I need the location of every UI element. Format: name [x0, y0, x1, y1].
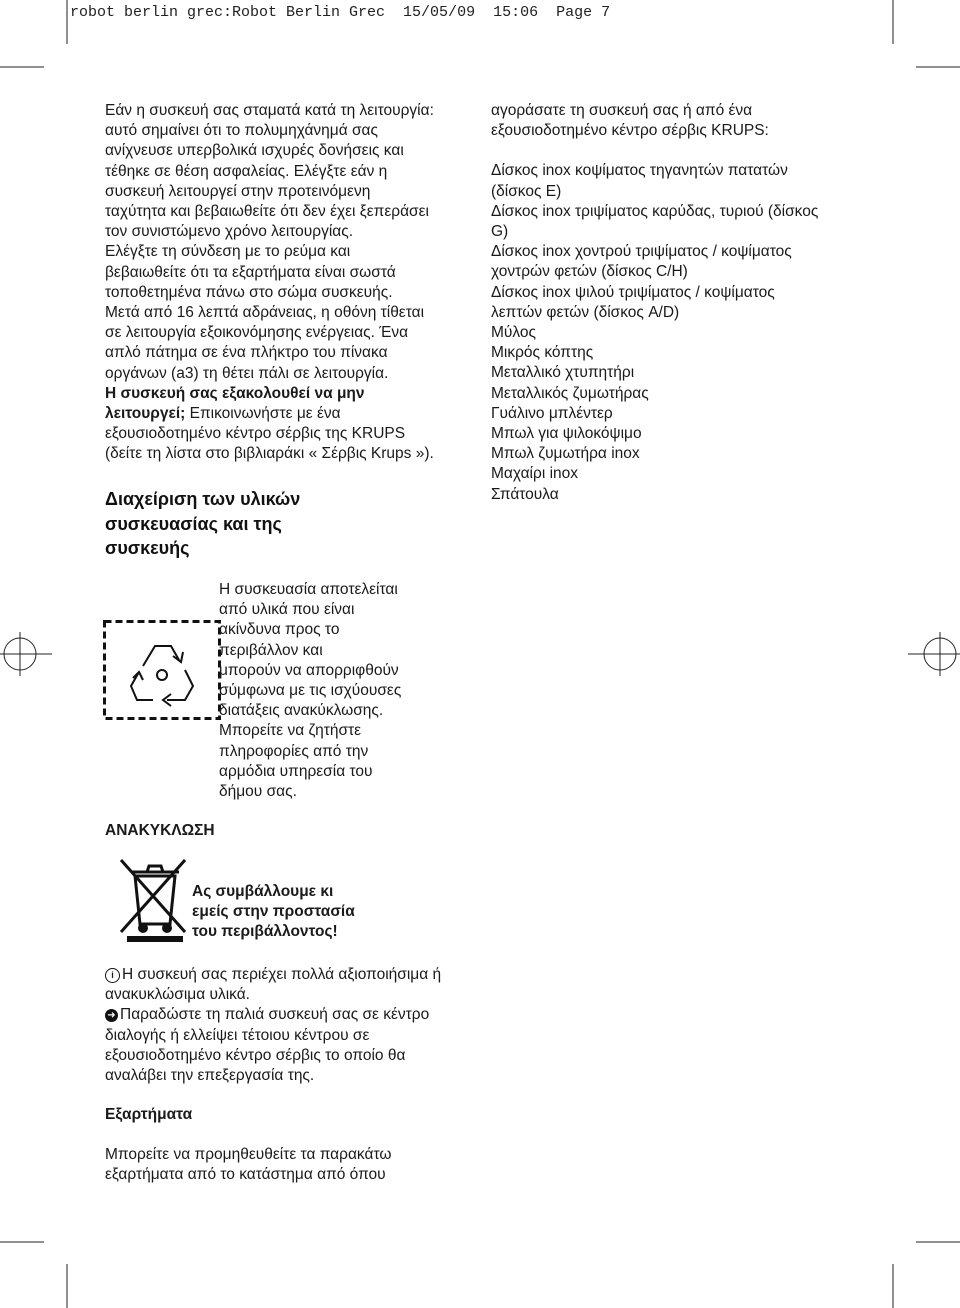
recycling-label: ΑΝΑΚΥΚΛΩΣΗ — [105, 822, 215, 839]
list-item: G) — [491, 223, 509, 241]
text-line: σύμφωνα με τις ισχύουσες — [219, 682, 402, 700]
bold-question: Η συσκευή σας εξακολουθεί να μην — [105, 384, 365, 402]
text-line: Εάν η συσκευή σας σταματά κατά τη λειτουργία: — [105, 102, 434, 119]
text-line: αγοράσατε τη συσκευή σας ή από ένα — [491, 102, 753, 119]
disposal-info — [105, 965, 441, 1086]
text-line: ακίνδυνα προς το — [219, 621, 340, 639]
text-line: βεβαιωθείτε ότι τα εξαρτήματα είναι σωστά — [105, 263, 396, 281]
text-line: πληροφορίες από την — [219, 742, 369, 760]
recycle-icon — [103, 620, 221, 720]
text-line: μπορούν να απορριφθούν — [219, 661, 399, 679]
text-line: Παραδώστε τη παλιά συσκευή σας σε κέντρο — [120, 1006, 430, 1024]
bold-question-end: λειτουργεί; — [105, 405, 186, 423]
text-line: αυτό σημαίνει ότι το πολυμηχάνημά σας — [105, 122, 378, 140]
list-item: Σπάτουλα — [491, 485, 559, 503]
heading-line: συσκευής — [105, 538, 190, 558]
list-item: Μαχαίρι inox — [491, 465, 578, 483]
text-line: τέθηκε σε θέση ασφαλείας. Ελέγξτε εάν η — [105, 162, 388, 180]
list-item: (δίσκος E) — [491, 182, 562, 200]
troubleshooting-text — [105, 101, 434, 465]
list-item: Μύλος — [491, 324, 536, 342]
list-item: Μεταλλικός ζυμωτήρας — [491, 384, 649, 402]
accessories-intro — [105, 1145, 391, 1185]
environment-slogan — [192, 882, 355, 943]
text-line: διαλογής ή ελλείψει τέτοιου κέντρου σε — [105, 1026, 370, 1044]
list-item: Δίσκος inox χοντρού τριψίματος / κοψίματος — [491, 243, 792, 261]
text-line: του περιβάλλοντος! — [192, 923, 338, 941]
text-line: Επικοινωνήστε με ένα — [185, 405, 341, 423]
crossed-out-bin-icon — [117, 856, 193, 944]
heading-line: Διαχείριση των υλικών — [105, 489, 301, 509]
list-item: Μικρός κόπτης — [491, 344, 594, 362]
list-item: Δίσκος inox ψιλού τριψίματος / κοψίματος — [491, 283, 775, 301]
text-line: Η συσκευή σας περιέχει πολλά αξιοποιήσιμα ή — [122, 966, 442, 983]
text-line: τοποθετημένα πάνω στο σώμα συσκευής. — [105, 283, 393, 301]
list-item: Γυάλινο μπλέντερ — [491, 404, 613, 422]
text-line: εμείς στην προστασία — [192, 903, 355, 921]
text-line: εξαρτήματα από το κατάστημα από όπου — [105, 1166, 386, 1184]
text-line: Ας συμβάλλουμε κι — [192, 883, 334, 900]
list-item: λεπτών φετών (δίσκος A/D) — [491, 303, 680, 321]
text-line: Ελέγξτε τη σύνδεση με το ρεύμα και — [105, 243, 351, 261]
list-item: Μπωλ για ψιλοκόψιμο — [491, 425, 642, 443]
text-line: εξουσιοδοτημένο κέντρο σέρβις της KRUPS — [105, 425, 406, 443]
text-line: Η συσκευασία αποτελείται — [219, 581, 398, 598]
text-line: αρμόδια υπηρεσία του — [219, 762, 373, 780]
text-line: αναλάβει την επεξεργασία της. — [105, 1067, 315, 1085]
list-item: Δίσκος inox κοψίματος τηγανητών πατατών — [491, 162, 788, 180]
text-line: διατάξεις ανακύκλωσης. — [219, 702, 384, 720]
accessories-title: Εξαρτήματα — [105, 1106, 193, 1123]
text-line: Μπορείτε να ζητήστε — [219, 722, 362, 740]
text-line: από υλικά που είναι — [219, 601, 355, 619]
text-line: συσκευή λειτουργεί στην προτεινόμενη — [105, 182, 371, 200]
info-icon: i — [105, 968, 120, 983]
print-header: robot berlin grec:Robot Berlin Grec 15/05/09 15:06 Page 7 — [70, 4, 611, 21]
arrow-icon: ➜ — [105, 1009, 118, 1022]
text-line: εξουσιοδοτημένο κέντρο σέρβις KRUPS: — [491, 122, 769, 140]
text-line: ανακυκλώσιμα υλικά. — [105, 986, 250, 1004]
text-line: (δείτε τη λίστα στο βιβλιαράκι « Σέρβις Krups »). — [105, 445, 434, 463]
list-item: Μπωλ ζυμωτήρα inox — [491, 445, 640, 463]
list-item: Δίσκος inox τριψίματος καρύδας, τυριού (δίσκος — [491, 202, 819, 220]
text-line: δήμου σας. — [219, 783, 297, 801]
list-item: Μεταλλικό χτυπητήρι — [491, 364, 635, 382]
text-line: ανίχνευσε υπερβολικά ισχυρές δονήσεις και — [105, 142, 404, 160]
text-line: περιβάλλον και — [219, 641, 323, 659]
section-heading-packaging — [105, 487, 300, 561]
text-line: Μπορείτε να προμηθευθείτε τα παρακάτω — [105, 1146, 392, 1163]
text-line: ταχύτητα και βεβαιωθείτε ότι δεν έχει ξεπεράσει — [105, 203, 429, 221]
list-item: χοντρών φετών (δίσκος C/H) — [491, 263, 688, 281]
text-line: Μετά από 16 λεπτά αδράνειας, η οθόνη τίθεται — [105, 304, 425, 322]
accessories-list — [491, 101, 818, 505]
text-line: οργάνων (a3) τη θέτει πάλι σε λειτουργία. — [105, 364, 389, 382]
heading-line: συσκευασίας και της — [105, 513, 282, 534]
packaging-text — [219, 580, 401, 802]
text-line: σε λειτουργία εξοικονόμησης ενέργειας. Ένα — [105, 324, 409, 342]
text-line: απλό πάτημα σε ένα πλήκτρο του πίνακα — [105, 344, 388, 362]
text-line: τον συνιστώμενο χρόνο λειτουργίας. — [105, 223, 354, 241]
text-line: εξουσιοδοτημένο κέντρο σέρβις το οποίο θα — [105, 1046, 406, 1064]
